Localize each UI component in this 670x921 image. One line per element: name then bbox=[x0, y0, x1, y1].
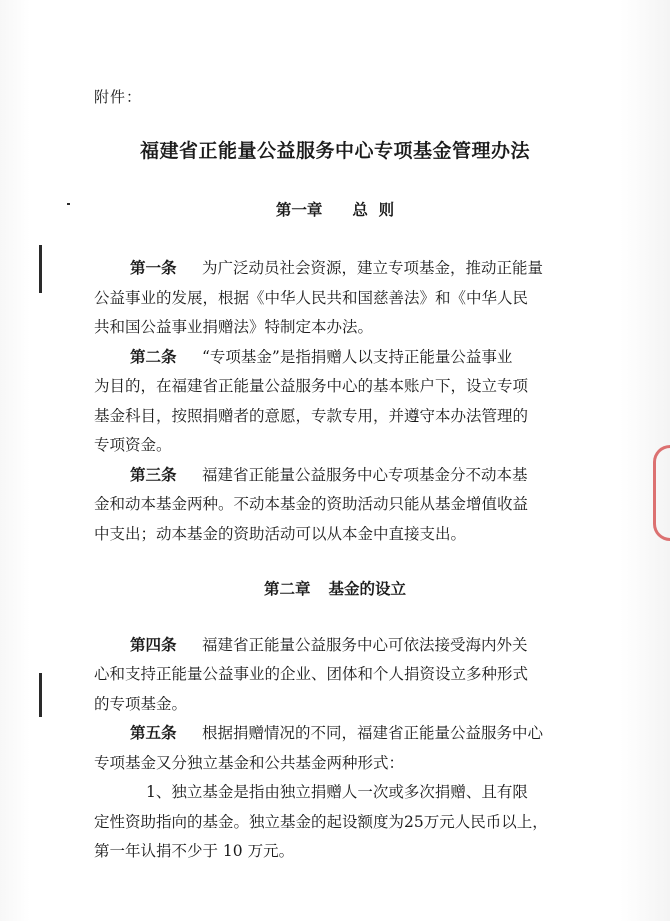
article-4-label: 第四条 bbox=[130, 635, 177, 654]
chapter-2-number: 第二章 bbox=[263, 579, 311, 598]
article-4-line-2: 心和支持正能量公益事业的企业、团体和个人捐资设立多种形式 bbox=[94, 665, 529, 683]
scan-mark-left-bottom bbox=[39, 673, 42, 717]
document-title: 福建省正能量公益服务中心专项基金管理办法 bbox=[139, 140, 530, 162]
article-3-line-2: 金和动本基金两种。不动本基金的资助活动只能从基金增值收益 bbox=[94, 495, 529, 513]
article-1-label: 第一条 bbox=[130, 258, 177, 277]
article-2-line-4: 专项资金。 bbox=[94, 436, 172, 454]
article-2-line-2: 为目的，在福建省正能量公益服务中心的基本账户下，设立专项 bbox=[94, 377, 529, 395]
article-4-line-1: 第四条 福建省正能量公益服务中心可依法接受海内外关 bbox=[130, 635, 528, 654]
article-5-item-1-line-2: 定性资助指向的基金。独立基金的起设额度为25万元人民币以上， bbox=[94, 813, 548, 831]
article-3-line-3: 中支出；动本基金的资助活动可以从本金中直接支出。 bbox=[94, 525, 467, 543]
article-2-line-3: 基金科目，按照捐赠者的意愿，专款专用，并遵守本办法管理的 bbox=[94, 407, 529, 425]
article-5-item-1-line-3: 第一年认捐不少于 10 万元。 bbox=[94, 842, 295, 860]
chapter-1-number: 第一章 bbox=[275, 200, 323, 219]
attachment-label: 附件： bbox=[94, 88, 143, 106]
article-5-label: 第五条 bbox=[130, 723, 177, 742]
article-2-label: 第二条 bbox=[130, 347, 177, 366]
chapter-2-name: 基金的设立 bbox=[328, 579, 407, 598]
article-5-item-1-line-1: 1、独立基金是指由独立捐赠人一次或多次捐赠、且有限 bbox=[146, 783, 528, 801]
article-3-label: 第三条 bbox=[130, 465, 177, 484]
chapter-2-heading bbox=[0, 577, 670, 599]
article-2-line-1: 第二条 “专项基金”是指捐赠人以支持正能量公益事业 bbox=[130, 347, 513, 366]
article-1-line-2: 公益事业的发展，根据《中华人民共和国慈善法》和《中华人民 bbox=[94, 289, 529, 307]
article-5-line-2: 专项基金又分独立基金和公共基金两种形式： bbox=[94, 754, 405, 772]
seal-stamp-edge bbox=[653, 445, 670, 541]
article-5-line-1: 第五条 根据捐赠情况的不同，福建省正能量公益服务中心 bbox=[130, 723, 544, 742]
scan-mark-left-top bbox=[39, 245, 42, 293]
article-1-line-1: 第一条 为广泛动员社会资源，建立专项基金，推动正能量 bbox=[130, 258, 544, 277]
article-4-line-3: 的专项基金。 bbox=[94, 695, 188, 713]
article-1-line-3: 共和国公益事业捐赠法》特制定本办法。 bbox=[94, 318, 374, 336]
chapter-1-name: 总 则 bbox=[352, 200, 395, 219]
article-3-line-1: 第三条 福建省正能量公益服务中心专项基金分不动本基 bbox=[130, 465, 528, 484]
chapter-1-heading bbox=[0, 198, 670, 220]
